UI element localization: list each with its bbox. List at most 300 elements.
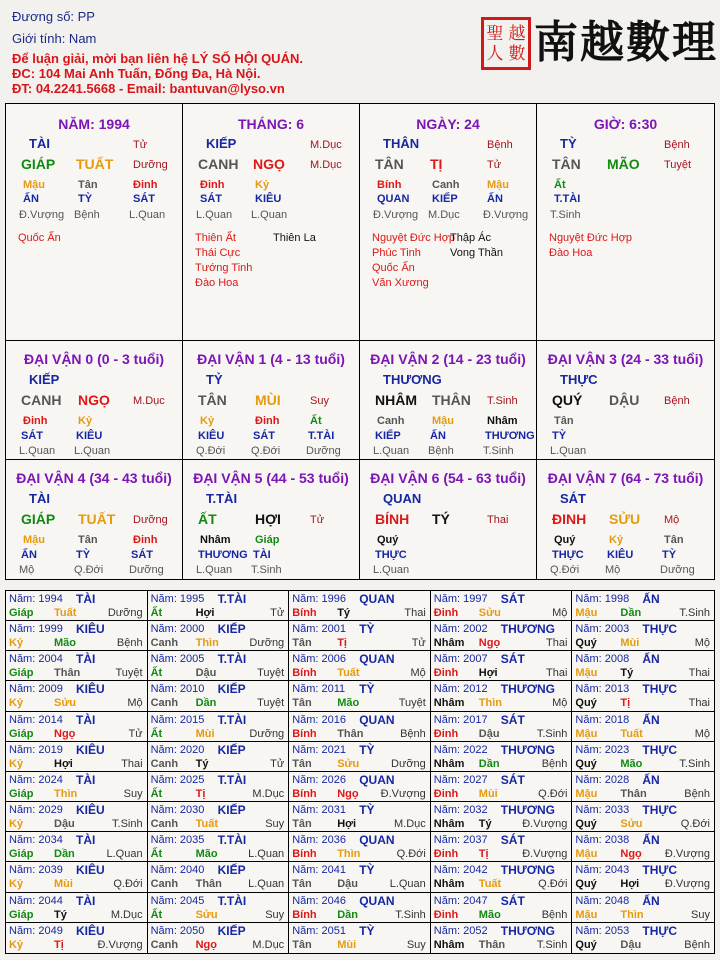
dai-van-cell	[537, 460, 714, 579]
hidden-god: KIÊU	[255, 193, 282, 205]
year-stem: Tân	[292, 878, 312, 891]
year-stem: Ất	[150, 848, 163, 861]
year-ten-god: THỰC	[642, 622, 678, 637]
year-stem: Mậu	[575, 607, 598, 619]
star-bad: Thập Ác	[450, 232, 491, 244]
year-label: Năm: 2052	[433, 924, 488, 937]
year-branch: Thân	[54, 667, 81, 680]
hidden-stem: Kỷ	[78, 415, 93, 427]
pillar-stage-top: Bệnh	[664, 139, 690, 151]
year-branch: Mão	[337, 697, 360, 710]
year-ten-god: TÀI	[76, 833, 96, 848]
pillar-cell	[183, 104, 360, 340]
hidden-stage: Q.Đới	[196, 445, 226, 457]
year-stem: Giáp	[9, 727, 34, 740]
year-stem: Kỷ	[9, 637, 24, 650]
year-cell	[6, 651, 148, 681]
year-ten-god: TÀI	[76, 893, 96, 908]
star-good: Quốc Ấn	[372, 262, 415, 274]
year-label: Năm: 2035	[150, 834, 205, 847]
year-stem: Ất	[150, 787, 163, 800]
year-stem: Canh	[150, 697, 179, 710]
year-cell	[572, 772, 714, 802]
year-cell	[431, 651, 573, 681]
star-good: Tướng Tinh	[195, 262, 253, 274]
year-stage: Dưỡng	[249, 637, 285, 650]
hidden-stage: Đ.Vượng	[373, 209, 419, 221]
year-branch: Ngọ	[337, 787, 359, 800]
hidden-stem: Kỷ	[200, 415, 215, 427]
year-stem: Quý	[575, 878, 597, 891]
hidden-god: T.TÀI	[308, 430, 335, 442]
year-stage: Mộ	[552, 697, 568, 710]
dai-van-ten-god: T.TÀI	[206, 491, 238, 506]
year-label: Năm: 2030	[150, 804, 205, 817]
hidden-stem: Quý	[377, 534, 399, 546]
year-stem: Đinh	[433, 607, 459, 619]
year-cell	[572, 712, 714, 742]
year-stage: Q.Đới	[113, 878, 143, 891]
year-stage: Bệnh	[541, 757, 568, 770]
hidden-stem: Tân	[664, 534, 684, 546]
year-ten-god: SÁT	[500, 592, 525, 606]
year-stem: Tân	[292, 938, 312, 951]
year-label: Năm: 2006	[292, 653, 346, 666]
year-branch: Tý	[195, 757, 209, 770]
year-ten-god: THƯƠNG	[500, 923, 555, 938]
year-stage: Đ.Vượng	[97, 938, 143, 951]
year-branch: Sửu	[620, 818, 643, 831]
year-cell	[148, 802, 290, 832]
year-label: Năm: 2015	[150, 713, 205, 726]
year-stem: Ất	[150, 727, 163, 740]
year-cell	[148, 591, 290, 621]
year-branch: Tý	[620, 667, 634, 680]
dai-van-stem: NHÂM	[375, 392, 417, 408]
year-stage: M.Dục	[252, 938, 285, 951]
pillar-title: NGÀY: 24	[416, 116, 480, 132]
year-stem: Canh	[150, 878, 179, 891]
year-cell	[148, 893, 290, 923]
hidden-stem: Bính	[377, 179, 402, 191]
dai-van-title: ĐẠI VẬN 6 (54 - 63 tuổi)	[370, 470, 526, 486]
year-branch: Dậu	[478, 727, 500, 740]
hidden-god: THỰC	[375, 549, 407, 561]
year-stage: Đ.Vượng	[664, 848, 710, 861]
year-stage: Tử	[270, 607, 285, 619]
hidden-stem: Ất	[310, 415, 322, 427]
year-stem: Mậu	[575, 848, 598, 861]
star-good: Đào Hoa	[195, 277, 239, 289]
hidden-god: TỲ	[76, 549, 91, 561]
year-branch: Ngọ	[54, 727, 76, 740]
year-cell	[572, 651, 714, 681]
year-branch: Dần	[54, 848, 75, 861]
pillar-ten-god: TÀI	[29, 136, 50, 151]
year-branch: Dậu	[195, 667, 217, 680]
year-branch: Thìn	[195, 637, 219, 650]
star-good: Đào Hoa	[549, 247, 593, 259]
hidden-stem: Đinh	[23, 415, 48, 427]
year-cell	[289, 923, 431, 953]
year-stage: Suy	[265, 818, 285, 831]
year-stage: Bệnh	[116, 637, 143, 650]
year-label: Năm: 2039	[9, 864, 63, 877]
year-stage: Bệnh	[684, 787, 710, 800]
hidden-god: TỲ	[662, 549, 677, 561]
pillar-branch: TUẤT	[76, 156, 114, 172]
year-ten-god: KIẾP	[217, 622, 246, 637]
dai-van-cell	[183, 341, 360, 460]
year-label: Năm: 2025	[150, 773, 205, 786]
hidden-stem: Đinh	[133, 534, 158, 546]
year-cell	[289, 591, 431, 621]
year-cell	[572, 591, 714, 621]
year-label: Năm: 1994	[9, 593, 63, 605]
year-branch: Dần	[337, 908, 358, 921]
pillar-stage: M.Dục	[310, 159, 342, 171]
year-ten-god: SÁT	[500, 893, 525, 908]
year-ten-god: TỲ	[359, 923, 375, 938]
year-cell	[431, 893, 573, 923]
year-ten-god: TỲ	[359, 863, 375, 878]
year-ten-god: TỲ	[359, 803, 375, 818]
year-label: Năm: 2002	[433, 623, 488, 636]
year-label: Năm: 2036	[292, 834, 346, 847]
year-label: Năm: 2022	[433, 743, 488, 756]
year-ten-god: KIÊU	[76, 622, 105, 637]
pillar-branch: MÃO	[607, 156, 640, 172]
year-ten-god: ẤN	[642, 772, 660, 787]
year-stage: Mộ	[552, 607, 568, 619]
hidden-stem: Canh	[432, 179, 460, 191]
year-stage: Tử	[411, 637, 426, 650]
year-stem: Bính	[292, 727, 317, 740]
hidden-god: T.TÀI	[554, 193, 581, 205]
year-cell	[289, 772, 431, 802]
year-ten-god: QUAN	[359, 592, 395, 606]
dai-van-stem: TÂN	[198, 392, 227, 408]
year-ten-god: KIẾP	[217, 923, 246, 938]
hidden-stem: Tân	[78, 179, 98, 191]
year-branch: Dần	[478, 757, 500, 770]
year-branch: Hợi	[54, 757, 73, 770]
dai-van-stem: ẤT	[198, 511, 217, 527]
year-label: Năm: 2000	[150, 623, 205, 636]
year-label: Năm: 2048	[575, 894, 630, 907]
year-branch: Tị	[478, 848, 489, 861]
dai-van-title: ĐẠI VẬN 2 (14 - 23 tuổi)	[370, 351, 526, 367]
year-ten-god: THƯƠNG	[500, 682, 555, 697]
year-label: Năm: 2049	[9, 924, 63, 937]
year-ten-god: TỲ	[359, 622, 375, 637]
hidden-stage: L.Quan	[373, 445, 410, 457]
year-stage: T.Sinh	[536, 938, 568, 951]
hidden-god: TÀI	[253, 549, 271, 561]
year-stage: Q.Đới	[396, 848, 426, 861]
star-good: Nguyệt Đức Hợp	[372, 232, 456, 244]
year-ten-god: TỲ	[359, 742, 375, 757]
year-stem: Giáp	[9, 908, 34, 921]
year-label: Năm: 2045	[150, 894, 205, 907]
year-stage: Bệnh	[541, 908, 568, 921]
dai-van-ten-god: THƯƠNG	[383, 372, 442, 387]
dai-van-branch: TÝ	[432, 511, 450, 527]
year-branch: Hợi	[478, 667, 498, 680]
dai-van-title: ĐẠI VẬN 7 (64 - 73 tuổi)	[547, 470, 704, 486]
hidden-god: ẤN	[430, 430, 446, 442]
year-branch: Thìn	[478, 697, 503, 710]
pillar-stem: TÂN	[375, 156, 404, 172]
hidden-stem: Giáp	[255, 534, 280, 546]
year-cell	[6, 923, 148, 953]
year-stage: Đ.Vượng	[522, 848, 568, 861]
year-stage: M.Dục	[394, 818, 426, 831]
year-label: Năm: 2046	[292, 894, 346, 907]
year-ten-god: THƯƠNG	[500, 803, 555, 818]
year-branch: Ngọ	[195, 938, 217, 951]
year-ten-god: KIÊU	[76, 803, 105, 818]
year-stage: Tuyệt	[257, 667, 285, 680]
year-cell	[431, 772, 573, 802]
contact: ĐT: 04.2241.5668 - Email: bantuvan@lyso.vn	[12, 81, 285, 96]
hidden-stage: L.Quan	[74, 445, 111, 457]
year-stage: L.Quan	[248, 848, 285, 861]
year-branch: Sửu	[337, 757, 360, 770]
hidden-god: SÁT	[133, 193, 155, 205]
hidden-stage: T.Sinh	[483, 445, 514, 457]
year-cell	[148, 772, 290, 802]
year-branch: Thân	[337, 727, 364, 740]
year-stage: Tử	[128, 727, 143, 740]
hidden-stage: Mộ	[19, 564, 35, 576]
year-branch: Thân	[195, 878, 222, 891]
year-stem: Mậu	[575, 667, 598, 680]
year-stem: Canh	[150, 818, 179, 831]
dai-van-branch: MÙI	[255, 392, 281, 408]
year-stem: Kỷ	[9, 818, 24, 831]
year-ten-god: T.TÀI	[217, 712, 247, 727]
year-label: Năm: 2003	[575, 623, 630, 636]
year-cell	[431, 802, 573, 832]
year-cell	[572, 802, 714, 832]
year-stage: Bệnh	[400, 727, 426, 740]
year-label: Năm: 2024	[9, 773, 63, 786]
year-cell	[572, 832, 714, 862]
year-ten-god: KIÊU	[76, 923, 105, 938]
year-stage: Suy	[406, 938, 426, 951]
year-branch: Dậu	[620, 938, 642, 951]
year-label: Năm: 2013	[575, 683, 630, 696]
year-branch: Mão	[195, 848, 218, 861]
year-cell	[6, 862, 148, 892]
year-stage: Suy	[123, 787, 143, 800]
dai-van-title: ĐẠI VẬN 1 (4 - 13 tuổi)	[197, 351, 345, 367]
year-stem: Bính	[292, 787, 317, 800]
pillar-stage-top: M.Dục	[310, 139, 342, 151]
hidden-stage: Đ.Vượng	[483, 209, 529, 221]
year-stage: Đ.Vượng	[522, 818, 568, 831]
dai-van-branch: HỢI	[255, 511, 281, 527]
year-stage: L.Quan	[248, 878, 285, 891]
year-cell	[148, 651, 290, 681]
hidden-stem: Nhâm	[200, 534, 231, 546]
year-branch: Dậu	[337, 878, 358, 891]
dai-van-cell	[360, 341, 537, 460]
year-stem: Tân	[292, 757, 312, 770]
red-seal-stamp: 聖 越 人 數	[481, 17, 531, 70]
year-label: Năm: 2032	[433, 804, 488, 817]
hidden-stem: Mậu	[23, 534, 45, 546]
year-stem: Kỷ	[9, 697, 24, 710]
hidden-stage: Bệnh	[428, 445, 454, 457]
year-stem: Quý	[575, 938, 597, 951]
dai-van-stem: GIÁP	[21, 511, 56, 527]
hidden-god: ẤN	[21, 549, 37, 561]
year-stage: Tử	[270, 757, 285, 770]
year-label: Năm: 2016	[292, 713, 346, 726]
dai-van-stem: CANH	[21, 392, 62, 408]
hidden-stem: Tân	[78, 534, 98, 546]
year-cell	[431, 832, 573, 862]
year-stage: T.Sinh	[112, 818, 143, 831]
gender: Giới tính: Nam	[12, 31, 97, 46]
year-ten-god: THỰC	[642, 682, 678, 697]
year-stem: Đinh	[433, 727, 459, 740]
year-stage: M.Dục	[110, 908, 143, 921]
dai-van-stem: ĐINH	[552, 511, 587, 527]
year-ten-god: THỰC	[642, 742, 678, 757]
dai-van-stage: Tử	[310, 514, 325, 526]
dai-van-branch: THÂN	[432, 392, 471, 408]
year-cell	[289, 681, 431, 711]
dai-van-title: ĐẠI VẬN 5 (44 - 53 tuổi)	[193, 470, 349, 486]
hidden-stem: Tân	[554, 415, 574, 427]
hidden-god: KIÊU	[198, 430, 225, 442]
year-cell	[431, 862, 573, 892]
year-cell	[289, 621, 431, 651]
pillar-stage: Tuyệt	[664, 159, 692, 171]
hidden-god: THƯƠNG	[198, 549, 248, 561]
owner-name: Đương số: PP	[12, 9, 95, 24]
year-ten-god: QUAN	[359, 712, 395, 727]
year-label: Năm: 2023	[575, 743, 630, 756]
year-label: Năm: 1999	[9, 623, 63, 636]
year-stage: T.Sinh	[536, 727, 568, 740]
year-stem: Mậu	[575, 727, 598, 740]
pillar-ten-god: THÂN	[383, 136, 420, 151]
dai-van-cell	[360, 460, 537, 579]
year-ten-god: SÁT	[500, 652, 525, 667]
hidden-stem: Mậu	[487, 179, 509, 191]
pillar-cell	[360, 104, 537, 340]
hidden-god: THỰC	[552, 549, 584, 561]
year-cell	[431, 923, 573, 953]
year-stage: M.Dục	[252, 787, 285, 800]
year-label: Năm: 2007	[433, 653, 488, 666]
year-stem: Bính	[292, 607, 317, 619]
year-cell	[431, 742, 573, 772]
year-cell	[148, 621, 290, 651]
year-label: Năm: 2034	[9, 834, 63, 847]
dai-van-stage: Thai	[487, 514, 509, 526]
year-branch: Tị	[620, 697, 631, 710]
year-cell	[289, 862, 431, 892]
hidden-stage: Q.Đới	[251, 445, 281, 457]
dai-van-ten-god: SÁT	[560, 491, 586, 506]
year-ten-god: TÀI	[76, 712, 96, 727]
year-stage: Thai	[545, 637, 568, 650]
year-stage: Thai	[121, 757, 143, 770]
year-label: Năm: 2010	[150, 683, 205, 696]
year-stage: T.Sinh	[679, 757, 710, 770]
year-branch: Tị	[337, 637, 347, 650]
year-stem: Canh	[150, 757, 179, 770]
star-bad: Vong Thần	[450, 247, 504, 259]
year-cell	[6, 802, 148, 832]
year-branch: Tý	[337, 607, 351, 619]
year-stem: Canh	[150, 938, 179, 951]
dai-van-ten-god: TỶ	[206, 372, 223, 387]
dai-van-stage: M.Dục	[133, 395, 165, 407]
year-branch: Ngọ	[478, 637, 501, 650]
year-cell	[148, 712, 290, 742]
year-ten-god: QUAN	[359, 833, 395, 848]
year-cell	[431, 621, 573, 651]
year-branch: Dần	[195, 697, 217, 710]
year-ten-god: KIÊU	[76, 742, 105, 757]
address: ĐC: 104 Mai Anh Tuấn, Đống Đa, Hà Nội.	[12, 66, 261, 81]
year-cell	[148, 681, 290, 711]
pillar-branch: NGỌ	[253, 156, 285, 172]
year-branch: Hợi	[337, 818, 357, 831]
year-label: Năm: 2019	[9, 743, 63, 756]
year-stem: Giáp	[9, 607, 34, 619]
dai-van-stem: QUÝ	[552, 392, 583, 408]
year-stem: Mậu	[575, 787, 598, 800]
year-stem: Nhâm	[433, 818, 465, 831]
year-ten-god: TÀI	[76, 652, 96, 667]
hidden-god: QUAN	[377, 193, 410, 205]
year-stage: Mộ	[694, 727, 710, 740]
year-ten-god: KIÊU	[76, 863, 105, 878]
year-label: Năm: 2009	[9, 683, 63, 696]
year-ten-god: THƯƠNG	[500, 863, 555, 878]
year-label: Năm: 2040	[150, 864, 205, 877]
year-stem: Tân	[292, 637, 312, 650]
pillar-stage: Tử	[487, 159, 502, 171]
year-cell	[6, 621, 148, 651]
hidden-god: ẤN	[487, 193, 503, 205]
year-stem: Đinh	[433, 908, 459, 921]
hidden-stage: Q.Đới	[550, 564, 580, 576]
year-stem: Ất	[150, 908, 163, 921]
year-label: Năm: 2033	[575, 804, 630, 817]
year-stage: Thai	[688, 697, 710, 710]
year-branch: Mão	[478, 908, 501, 921]
hidden-stage: L.Quan	[196, 209, 233, 221]
hidden-stage: Dưỡng	[306, 445, 341, 457]
header	[0, 0, 720, 103]
hidden-god: TỲ	[552, 430, 567, 442]
year-stage: Tuyệt	[115, 667, 143, 680]
year-stem: Quý	[575, 637, 597, 650]
hidden-stage: Đ.Vượng	[19, 209, 65, 221]
year-ten-god: THƯƠNG	[500, 622, 555, 637]
four-pillars-table	[5, 103, 715, 341]
pillar-ten-god: TỲ	[560, 136, 577, 151]
year-stage: Q.Đới	[538, 787, 568, 800]
